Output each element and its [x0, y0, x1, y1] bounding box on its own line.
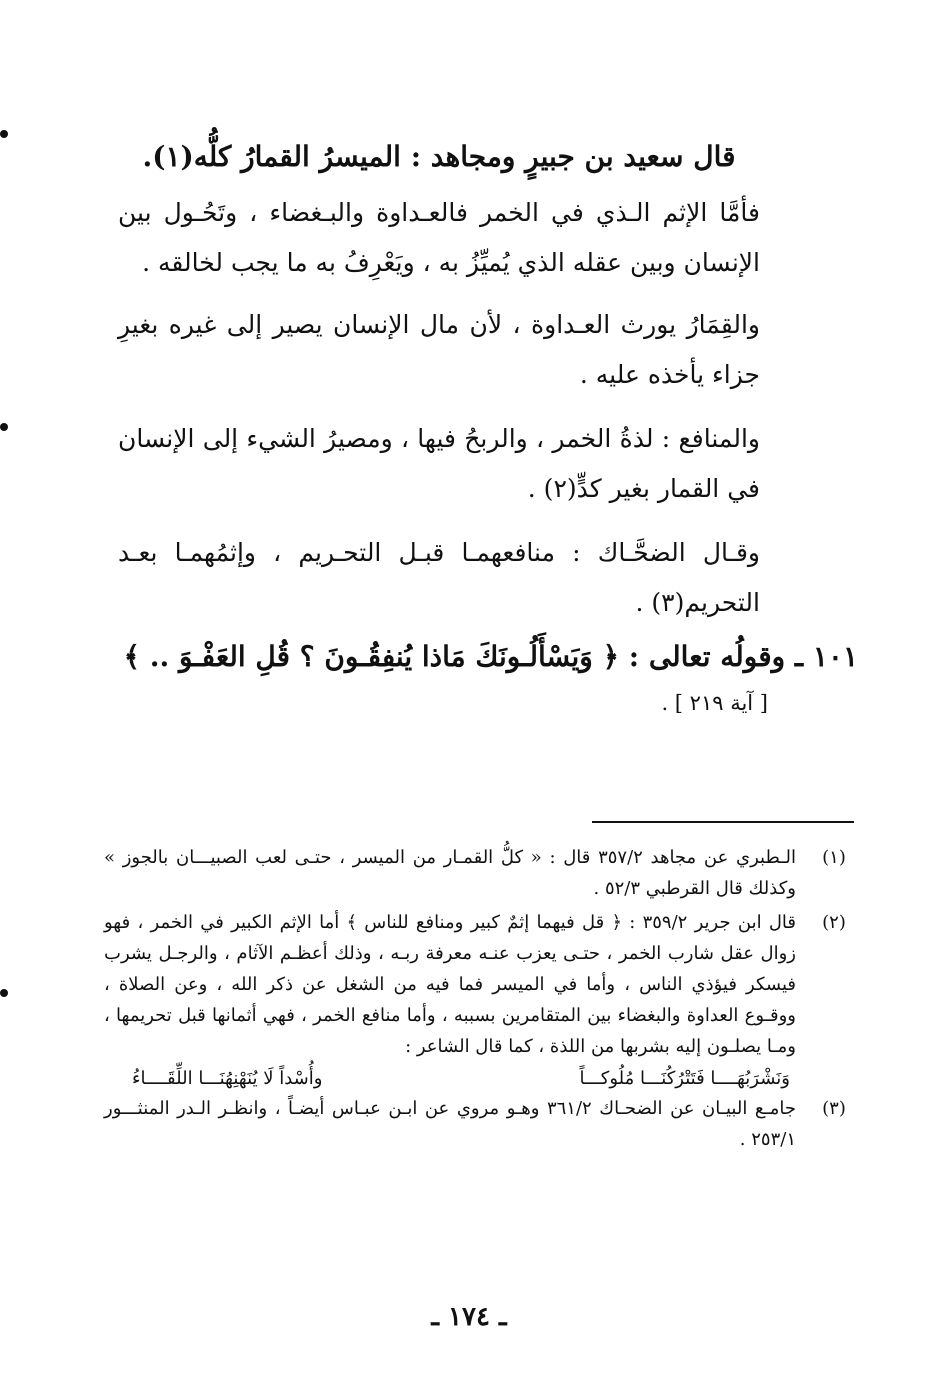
- footnote-text: قال ابن جرير ٣٥٩/٢ : ﴿ قل فيهما إثمٌ كبير ومنافع للناس ﴾ أما الإثم الكبير في الخمر ، فهو زوال عقل شارب الخمر ، حتـى يعزب عنـه معرفة ربـه ، وذلك أعظـم الآثام ، والرجـل يشرب فيسكر فيؤذي الناس ، وأما في الميسر فما فيه من الشغل عن ذكر الله ، وعن الصلاة ، ووقـوع العداوة والبغضاء بين المتقامرين بسببه ، وأما منافع الخمر ، فهي أثمانها قبل تحريمها ، ومـا يصلـون إليه بشربها من اللذة ، كما قال الشاعر :: [104, 912, 797, 1057]
- scan-mark-middle-left: [0, 423, 8, 431]
- scan-mark-lower-left: [0, 989, 8, 997]
- paragraph-four: وقـال الضحَّـاك : منافعهمـا قبـل التحـريم ، وإثمُهمـا بعـد التحريم(٣) .: [118, 538, 760, 617]
- paragraph-one: فأمَّا الإثم الـذي في الخمر فالعـداوة والبـغضاء ، وتَحُـول بين الإنسان وبين عقله الذي يُميِّزُ به ، ويَعْرِفُ به ما يجب لخالقه .: [118, 198, 760, 277]
- footnote-number: (١): [822, 847, 846, 868]
- scan-mark-top-left: [0, 130, 8, 138]
- poem-first-hemistich: وَنَشْرَبُهَــــا فَتَتْرُكُنَـــا مُلُوكـــاً: [579, 1068, 790, 1089]
- paragraph-two: والقِمَارُ يورث العـداوة ، لأن مال الإنسان يصير إلى غيره بغيرِ جزاء يأخذه عليه .: [118, 310, 760, 389]
- footnote-number: (٣): [822, 1098, 846, 1119]
- poem-verse: [132, 1065, 790, 1093]
- verse-reference: [ آية ٢١٩ ] .: [661, 691, 768, 715]
- footnotes-block: [104, 842, 850, 1158]
- opening-line: قال سعيد بن جبيرٍ ومجاهد : الميسرُ القمارُ كلُّه(١).: [142, 140, 736, 173]
- footnote-separator: [592, 821, 854, 823]
- page-number: ـ ١٧٤ ـ: [431, 1302, 507, 1332]
- footnote-item: [104, 1093, 850, 1155]
- paragraph-three: والمنافع : لذةُ الخمر ، والربحُ فيها ، ومصيرُ الشيء إلى الإنسان في القمار بغير كدٍّ(٢) .: [118, 424, 760, 503]
- footnote-text: جامـع البيـان عن الضحـاك ٣٦١/٢ وهـو مروي عن ابـن عبـاس أيضـاً ، وانظـر الـدر المنثـــور ٢٥٣/١ .: [104, 1098, 796, 1150]
- poem-second-hemistich: وأُسْداً لَا يُنَهْنِهُنَـــا اللِّقَــــاءُ: [132, 1068, 323, 1089]
- footnote-item: [104, 907, 850, 1062]
- footnote-item: [104, 842, 850, 904]
- quran-verse-line: ١٠١ ـ وقولُه تعالى : ﴿ وَيَسْأَلُـونَكَ مَاذا يُنفِقُـونَ ؟ قُلِ العَفْـوَ .. ﴾: [123, 640, 858, 673]
- footnote-text: الـطبري عن مجاهد ٣٥٧/٢ قال : « كلُّ القمـار من الميسر ، حتـى لعب الصبيـــان بالجوز » وكذلك قال القرطبي ٥٢/٣ .: [104, 847, 796, 899]
- footnote-number: (٢): [822, 912, 846, 933]
